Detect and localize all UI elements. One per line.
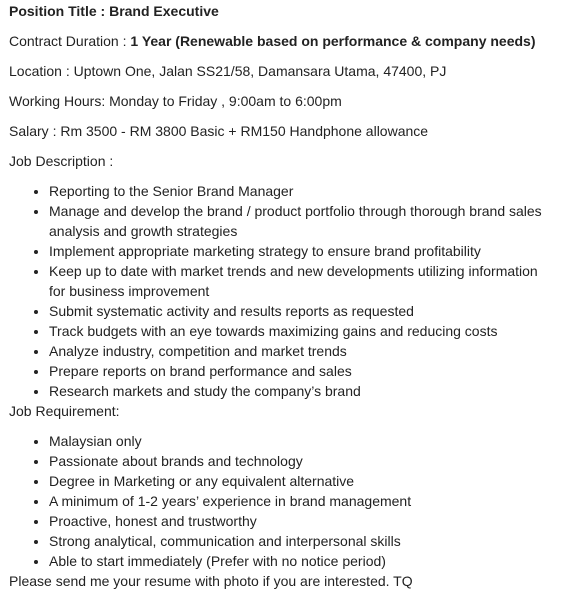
list-item: • Degree in Marketing or any equivalent alternative bbox=[49, 471, 549, 491]
contract-duration-label: Contract Duration : bbox=[9, 33, 131, 49]
salary: Salary : Rm 3500 - RM 3800 Basic + RM150 Handphone allowance bbox=[9, 123, 429, 139]
list-item: • Prepare reports on brand performance and sales bbox=[49, 361, 549, 381]
location: Location : Uptown One, Jalan SS21/58, Damansara Utama, 47400, PJ bbox=[9, 63, 447, 79]
position-title bbox=[9, 1, 583, 21]
list-item: • Passionate about brands and technology bbox=[49, 451, 549, 471]
position-title-value: Brand Executive bbox=[109, 3, 219, 19]
position-title-label: Position Title : bbox=[9, 3, 110, 19]
list-item: • Malaysian only bbox=[49, 431, 549, 451]
job-description-list bbox=[9, 181, 583, 401]
job-requirement-heading: Job Requirement: bbox=[9, 403, 120, 419]
list-item: • Submit systematic activity and results reports as requested bbox=[49, 301, 549, 321]
job-requirement-list bbox=[9, 431, 583, 571]
list-item: • Keep up to date with market trends and new developments utilizing information for business improvement bbox=[49, 261, 549, 301]
list-item: • Research markets and study the company’s brand bbox=[49, 381, 549, 401]
list-item: • A minimum of 1-2 years’ experience in brand management bbox=[49, 491, 549, 511]
list-item: • Reporting to the Senior Brand Manager bbox=[49, 181, 549, 201]
list-item: • Track budgets with an eye towards maximizing gains and reducing costs bbox=[49, 321, 549, 341]
list-item: • Manage and develop the brand / product portfolio through thorough brand sales analysis and growth strategies bbox=[49, 201, 549, 241]
contract-duration-value: 1 Year (Renewable based on performance & company needs) bbox=[130, 33, 536, 49]
job-description-heading: Job Description : bbox=[9, 153, 114, 169]
list-item: • Proactive, honest and trustworthy bbox=[49, 511, 549, 531]
contract-duration bbox=[9, 31, 583, 51]
list-item: • Able to start immediately (Prefer with no notice period) bbox=[49, 551, 549, 571]
closing-note: Please send me your resume with photo if you are interested. TQ bbox=[9, 573, 413, 589]
list-item: • Strong analytical, communication and interpersonal skills bbox=[49, 531, 549, 551]
working-hours: Working Hours: Monday to Friday , 9:00am to 6:00pm bbox=[9, 93, 342, 109]
list-item: • Implement appropriate marketing strategy to ensure brand profitability bbox=[49, 241, 549, 261]
list-item: • Analyze industry, competition and market trends bbox=[49, 341, 549, 361]
